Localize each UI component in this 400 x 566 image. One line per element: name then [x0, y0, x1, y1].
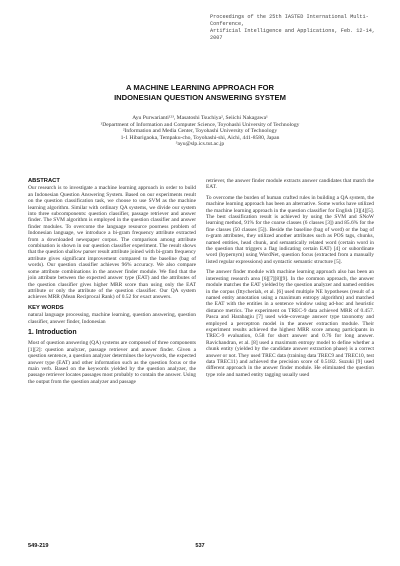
abstract-text: Our research is to investigate a machine learning approach in order to build an Indonesian Question Answering System. Based on our experiments result on the question classification task, we choose to use SVM as the machine learning algorithm. Similar with ordinary QA systems, we divide our system into three subcomponents: question classifier, passage retriever and answer finder. The SVM algorithm is employed in the question classifier and answer finder modules. To overcome the language resource poorness problem of Indonesian language, we introduce a bi-gram frequency attribute extracted from a downloaded newspaper corpus. The comparison among attribute combination is shown in our question classifier experiment. The result shows that the question shallow parser result attribute joined with bi-gram frequency attribute gives significant improvement compared to the baseline (bag of words). Our question classifier achieves 96% accuracy. We also compare some attribute combinations in the answer finder module. We find that the join attribute between the expected answer type (EAT) and the attributes of the question classifier gives higher MRR score than using only the EAT attribute or only the attribute of the question classifier. Our QA system achieves MRR (Mean Reciprocal Rank) of 0.52 for exact answers. [28, 185, 196, 301]
proceedings-line-2: Artificial Intelligence and Applications, Feb. 12-14, 2007 [210, 28, 375, 41]
abstract-heading: ABSTRACT [28, 178, 60, 184]
paper-title [40, 83, 360, 102]
author-email: ³ayu@slp.ics.tut.ac.jp [175, 141, 225, 148]
author-block [60, 115, 340, 148]
right-paragraph-1: retriever, the answer finder module extracts answer candidates that match the EAT. [206, 178, 374, 191]
title-line-2: INDONESIAN QUESTION ANSWERING SYSTEM [114, 92, 286, 102]
right-paragraph-2: To overcome the burden of human crafted rules in building a QA system, the machine learning approach has been an alternative. Some works have utilized the machine learning approach in the question classifier for English [3][4][5]. The best classification result is achieved by using the SVM and SNoW learning method, 91% for the coarse classes (6 classes [3]) and 85.6% for the fine classes (50 classes [5]). Beside the baseline (bag of word) or the bag of n-gram attributes, they utilized another attributes such as POS tags, chunks, named entities, head chunk, and semantically related word (certain word in the question that triggers a flag indicating certain EAT) [4] or subordinate word (hypernym) using WordNet, question focus (extracted from a manually listed regular expressions) and syntactic semantic structure [5]. [206, 194, 374, 265]
right-column [206, 178, 374, 382]
keywords-heading: KEY WORDS [28, 304, 64, 311]
introduction-text: Most of question answering (QA) systems are composed of three components [1][2]: question analyzer, passage retriever and answer finder. Given a question sentence, a question analyzer determines the keywords, the expected answer type (EAT) and other information such as the question focus or the main verb. Based on the keywords yielded by the question analyzer, the passage retriever locates passages most probably to contain the answer. Using the output from the question analyzer and passage [28, 340, 196, 385]
footer-page-number: 537 [195, 543, 205, 549]
footer-paper-id: 549-219 [28, 543, 49, 549]
proceedings-line-1: Proceedings of the 25th IASTED International Multi-Conference, [210, 14, 369, 27]
title-line-1: A MACHINE LEARNING APPROACH FOR [126, 83, 274, 92]
left-column [28, 178, 196, 389]
author-address: 1-1 Hibarigaoka, Tempaku-cho, Toyohashi-shi, Aichi, 441-8580, Japan [120, 134, 280, 141]
introduction-heading: 1. Introduction [28, 328, 77, 336]
proceedings-header [210, 14, 390, 42]
keywords-text: natural language processing, machine learning, question answering, question classifier, answer finder, Indonesian [28, 312, 196, 325]
right-paragraph-3: The answer finder module with machine learning approach also has been an interesting research area [6][7][8][9]. In the common approach, the answer module matches the EAT yielded by the question analyzer and named entities in the corpus (Ittycheriah, et al. [6] used multiple NE hypotheses (result of a named entity annotation using a maximum entropy algorithm) and matched the EAT with the entities in a sentence window using ad-hoc and heuristic distance metrics. The experiment on TREC-9 data achieved MRR of 0.457. Pasca and Harabagiu [7] used wide-coverage answer type taxonomy and employed a perceptron model in the answer extraction module. Their experiment results achieved the highest MRR score among participants in TREC-9 evaluation, 0.58 for short answer and 0.76 for long answer. Ravichandran, et al. [8] used a maximum entropy model to define whether a chunk entity (yielded by the candidate answer extraction phase) is a correct answer or not. They used TREC data (training data TREC9 and TREC10, test data TREC11) and achieved the precision score of 0.5182. Suzuki [9] used different approach in the answer finder module. He eliminated the question type role and named entity tagging usually used [206, 269, 374, 378]
author-affiliation-2: ²Information and Media Center, Toyohashi University of Technology [122, 128, 278, 135]
author-affiliation-1: ¹Department of Information and Computer Science, Toyohashi University of Technology [100, 121, 300, 128]
author-names: Ayu Purwarianti¹²³, Masatoshi Tsuchiya², Seiichi Nakagawa¹ [132, 115, 268, 121]
